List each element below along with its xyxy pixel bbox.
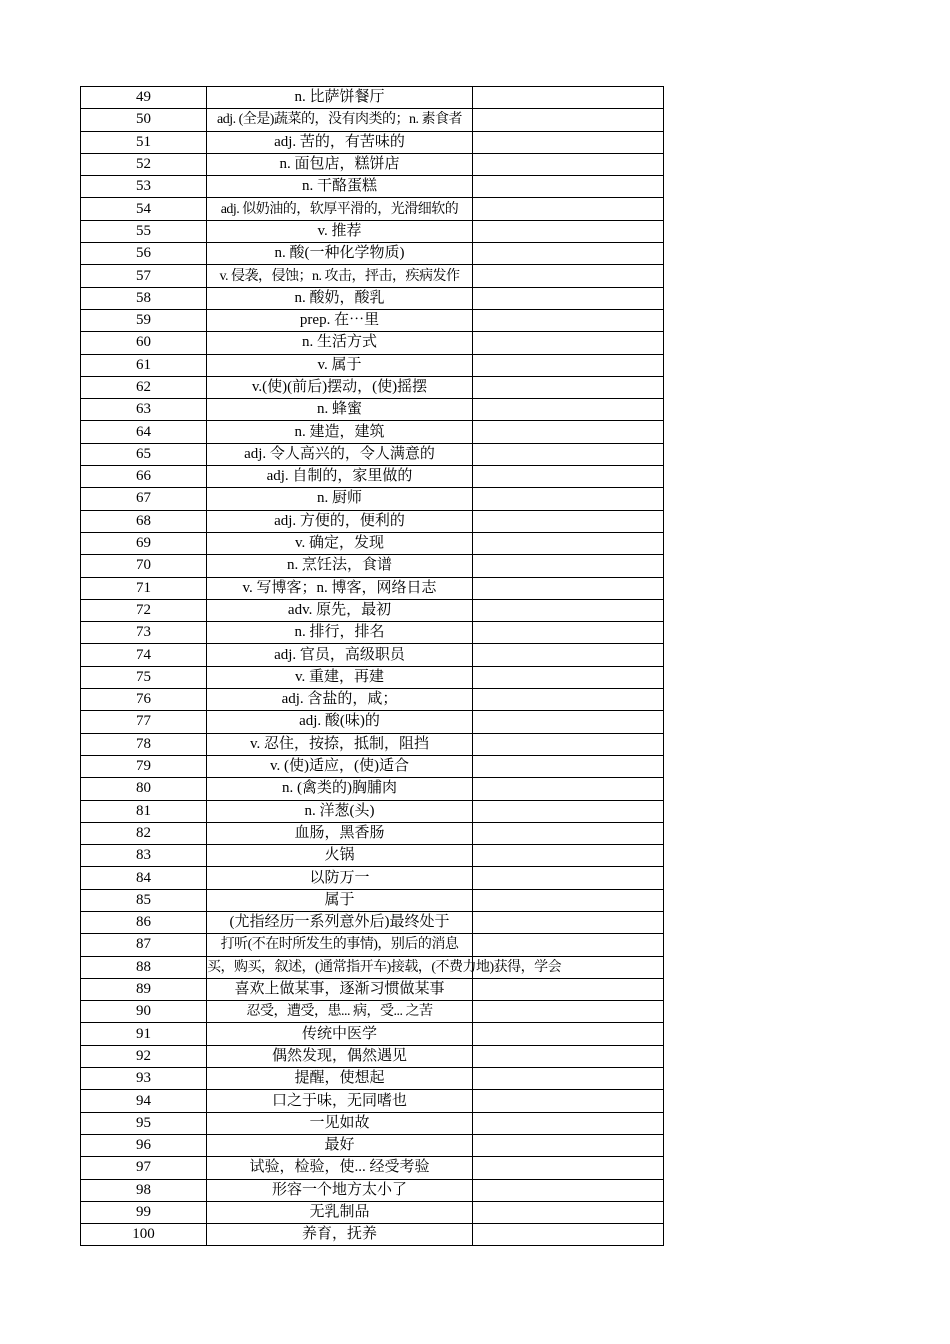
definition-cell[interactable]: 喜欢上做某事，逐渐习惯做某事 [207, 978, 473, 1000]
definition-cell[interactable]: adj. 苦的，有苦味的 [207, 131, 473, 153]
definition-cell[interactable]: 无乳制品 [207, 1201, 473, 1223]
table-row [81, 309, 664, 331]
table-row [81, 1157, 664, 1179]
answer-cell[interactable] [473, 800, 664, 822]
answer-cell[interactable] [473, 934, 664, 956]
answer-cell[interactable] [473, 666, 664, 688]
definition-cell[interactable]: adj. 自制的，家里做的 [207, 466, 473, 488]
definition-cell[interactable]: v. 推荐 [207, 220, 473, 242]
row-number-cell[interactable]: 68 [81, 510, 207, 532]
answer-cell[interactable] [473, 1179, 664, 1201]
row-number-cell[interactable]: 54 [81, 198, 207, 220]
row-number-cell[interactable]: 100 [81, 1224, 207, 1246]
answer-cell[interactable] [473, 711, 664, 733]
row-number-cell[interactable]: 65 [81, 443, 207, 465]
definition-cell[interactable]: 属于 [207, 889, 473, 911]
row-number-cell[interactable]: 63 [81, 399, 207, 421]
answer-cell[interactable] [473, 421, 664, 443]
row-number-cell[interactable]: 92 [81, 1045, 207, 1067]
definition-cell[interactable]: adv. 原先，最初 [207, 599, 473, 621]
definition-cell[interactable]: n. (禽类的)胸脯肉 [207, 778, 473, 800]
row-number-cell[interactable]: 69 [81, 532, 207, 554]
definition-cell[interactable]: v. 确定，发现 [207, 532, 473, 554]
answer-cell[interactable] [473, 778, 664, 800]
row-number-cell[interactable]: 94 [81, 1090, 207, 1112]
answer-cell[interactable] [473, 644, 664, 666]
row-number-cell[interactable]: 74 [81, 644, 207, 666]
table-row [81, 243, 664, 265]
answer-cell[interactable] [473, 265, 664, 287]
definition-cell[interactable]: v. 重建，再建 [207, 666, 473, 688]
definition-cell[interactable]: 传统中医学 [207, 1023, 473, 1045]
answer-cell[interactable] [473, 109, 664, 131]
row-number-cell[interactable]: 49 [81, 87, 207, 109]
table-row [81, 622, 664, 644]
definition-cell[interactable]: 提醒，使想起 [207, 1068, 473, 1090]
row-number-cell[interactable]: 96 [81, 1134, 207, 1156]
row-number-cell[interactable]: 79 [81, 755, 207, 777]
answer-cell[interactable] [473, 354, 664, 376]
row-number-cell[interactable]: 98 [81, 1179, 207, 1201]
table-row [81, 733, 664, 755]
answer-cell[interactable] [473, 622, 664, 644]
definition-cell[interactable]: adj. 酸(味)的 [207, 711, 473, 733]
row-number-cell[interactable]: 52 [81, 153, 207, 175]
answer-cell[interactable] [473, 755, 664, 777]
row-number-cell[interactable]: 55 [81, 220, 207, 242]
table-row [81, 265, 664, 287]
answer-cell[interactable] [473, 243, 664, 265]
definition-cell[interactable]: v. 忍住，按捺，抵制，阻挡 [207, 733, 473, 755]
answer-cell[interactable] [473, 510, 664, 532]
row-number-cell[interactable]: 72 [81, 599, 207, 621]
table-row [81, 845, 664, 867]
row-number-cell[interactable]: 91 [81, 1023, 207, 1045]
row-number-cell[interactable]: 99 [81, 1201, 207, 1223]
definition-cell[interactable]: n. 洋葱(头) [207, 800, 473, 822]
definition-cell[interactable]: adj. 令人高兴的，令人满意的 [207, 443, 473, 465]
definition-cell[interactable]: adj. 官员，高级职员 [207, 644, 473, 666]
row-number-cell[interactable]: 78 [81, 733, 207, 755]
definition-cell[interactable]: n. 面包店，糕饼店 [207, 153, 473, 175]
definition-cell[interactable]: 最好 [207, 1134, 473, 1156]
definition-cell[interactable]: 试验，检验，使... 经受考验 [207, 1157, 473, 1179]
answer-cell[interactable] [473, 1090, 664, 1112]
definition-cell[interactable]: n. 酸奶，酸乳 [207, 287, 473, 309]
table-row [81, 822, 664, 844]
row-number-cell[interactable]: 60 [81, 332, 207, 354]
row-number-cell[interactable]: 64 [81, 421, 207, 443]
answer-cell[interactable] [473, 1023, 664, 1045]
answer-cell[interactable] [473, 1001, 664, 1023]
row-number-cell[interactable]: 70 [81, 555, 207, 577]
row-number-cell[interactable]: 87 [81, 934, 207, 956]
definition-cell[interactable]: n. 排行，排名 [207, 622, 473, 644]
table-row [81, 956, 664, 978]
row-number-cell[interactable]: 61 [81, 354, 207, 376]
answer-cell[interactable] [473, 131, 664, 153]
row-number-cell[interactable]: 50 [81, 109, 207, 131]
row-number-cell[interactable]: 84 [81, 867, 207, 889]
row-number-cell[interactable]: 67 [81, 488, 207, 510]
row-number-cell[interactable]: 57 [81, 265, 207, 287]
row-number-cell[interactable]: 85 [81, 889, 207, 911]
answer-cell[interactable] [473, 176, 664, 198]
answer-cell[interactable] [473, 309, 664, 331]
definition-cell[interactable]: 一见如故 [207, 1112, 473, 1134]
definition-cell[interactable]: 形容一个地方太小了 [207, 1179, 473, 1201]
row-number-cell[interactable]: 51 [81, 131, 207, 153]
row-number-cell[interactable]: 77 [81, 711, 207, 733]
answer-cell[interactable] [473, 733, 664, 755]
definition-cell[interactable]: n. 建造，建筑 [207, 421, 473, 443]
definition-cell[interactable]: 打听(不在时所发生的事情)，别后的消息 [207, 934, 473, 956]
definition-cell[interactable]: adj. 含盐的，咸； [207, 689, 473, 711]
table-row [81, 1023, 664, 1045]
row-number-cell[interactable]: 86 [81, 911, 207, 933]
answer-cell[interactable] [473, 287, 664, 309]
definition-cell[interactable]: n. 干酪蛋糕 [207, 176, 473, 198]
row-number-cell[interactable]: 89 [81, 978, 207, 1000]
table-row [81, 644, 664, 666]
answer-cell[interactable] [473, 532, 664, 554]
answer-cell[interactable] [473, 1068, 664, 1090]
answer-cell[interactable] [473, 1112, 664, 1134]
row-number-cell[interactable]: 66 [81, 466, 207, 488]
definition-cell[interactable]: adj. 方便的，便利的 [207, 510, 473, 532]
answer-cell[interactable] [473, 1224, 664, 1246]
definition-cell[interactable]: 血肠，黑香肠 [207, 822, 473, 844]
definition-cell[interactable]: (尤指经历一系列意外后)最终处于 [207, 911, 473, 933]
answer-cell[interactable] [473, 555, 664, 577]
table-row [81, 488, 664, 510]
table-row [81, 1068, 664, 1090]
table-row [81, 1201, 664, 1223]
answer-cell[interactable] [473, 599, 664, 621]
answer-cell[interactable] [473, 399, 664, 421]
definition-cell[interactable]: v. 侵袭，侵蚀；n. 攻击，抨击，疾病发作 [207, 265, 473, 287]
table-row [81, 1112, 664, 1134]
table-row [81, 666, 664, 688]
answer-cell[interactable] [473, 889, 664, 911]
table-row [81, 555, 664, 577]
table-row [81, 153, 664, 175]
table-row [81, 934, 664, 956]
definition-cell[interactable]: n. 生活方式 [207, 332, 473, 354]
table-row [81, 510, 664, 532]
row-number-cell[interactable]: 56 [81, 243, 207, 265]
table-row [81, 109, 664, 131]
row-number-cell[interactable]: 76 [81, 689, 207, 711]
table-row [81, 1224, 664, 1246]
row-number-cell[interactable]: 58 [81, 287, 207, 309]
row-number-cell[interactable]: 81 [81, 800, 207, 822]
table-row [81, 376, 664, 398]
row-number-cell[interactable]: 80 [81, 778, 207, 800]
table-row [81, 867, 664, 889]
answer-cell[interactable] [473, 443, 664, 465]
definition-cell[interactable]: 买，购买，叙述，(通常指开车)接载，(不费力地)获得，学会 [207, 956, 473, 978]
row-number-cell[interactable]: 53 [81, 176, 207, 198]
definition-cell[interactable]: n. 酸(一种化学物质) [207, 243, 473, 265]
definition-cell[interactable]: 口之于味，无同嗜也 [207, 1090, 473, 1112]
table-row [81, 131, 664, 153]
answer-cell[interactable] [473, 822, 664, 844]
answer-cell[interactable] [473, 488, 664, 510]
answer-cell[interactable] [473, 867, 664, 889]
definition-cell[interactable]: 忍受，遭受，患... 病，受... 之苦 [207, 1001, 473, 1023]
definition-cell[interactable]: adj. 似奶油的，软厚平滑的，光滑细软的 [207, 198, 473, 220]
table-row [81, 599, 664, 621]
definition-cell[interactable]: v. (使)适应，(使)适合 [207, 755, 473, 777]
row-number-cell[interactable]: 93 [81, 1068, 207, 1090]
table-row [81, 532, 664, 554]
answer-cell[interactable] [473, 1201, 664, 1223]
table-row [81, 443, 664, 465]
definition-cell[interactable]: v. 写博客；n. 博客，网络日志 [207, 577, 473, 599]
table-row [81, 466, 664, 488]
answer-cell[interactable] [473, 153, 664, 175]
answer-cell[interactable] [473, 689, 664, 711]
answer-cell[interactable] [473, 376, 664, 398]
answer-cell[interactable] [473, 845, 664, 867]
table-row [81, 755, 664, 777]
table-row [81, 332, 664, 354]
table-row [81, 889, 664, 911]
table-row [81, 800, 664, 822]
answer-cell[interactable] [473, 911, 664, 933]
table-row [81, 1090, 664, 1112]
table-row [81, 911, 664, 933]
answer-cell[interactable] [473, 1045, 664, 1067]
table-row [81, 1001, 664, 1023]
table-row [81, 1134, 664, 1156]
table-row [81, 978, 664, 1000]
answer-cell[interactable] [473, 198, 664, 220]
definition-cell[interactable]: prep. 在⋯里 [207, 309, 473, 331]
answer-cell[interactable] [473, 466, 664, 488]
answer-cell[interactable] [473, 220, 664, 242]
answer-cell[interactable] [473, 332, 664, 354]
table-row [81, 354, 664, 376]
table-body [81, 87, 664, 1246]
row-number-cell[interactable]: 88 [81, 956, 207, 978]
answer-cell[interactable] [473, 978, 664, 1000]
row-number-cell[interactable]: 83 [81, 845, 207, 867]
table-row [81, 421, 664, 443]
row-number-cell[interactable]: 71 [81, 577, 207, 599]
table-row [81, 1179, 664, 1201]
table-row [81, 1045, 664, 1067]
table-row [81, 778, 664, 800]
row-number-cell[interactable]: 73 [81, 622, 207, 644]
definition-cell[interactable]: n. 厨师 [207, 488, 473, 510]
table-row [81, 198, 664, 220]
definition-cell[interactable]: n. 烹饪法，食谱 [207, 555, 473, 577]
row-number-cell[interactable]: 62 [81, 376, 207, 398]
row-number-cell[interactable]: 90 [81, 1001, 207, 1023]
row-number-cell[interactable]: 97 [81, 1157, 207, 1179]
definition-cell[interactable]: n. 比萨饼餐厅 [207, 87, 473, 109]
definition-cell[interactable]: 火锅 [207, 845, 473, 867]
definition-cell[interactable]: adj. (全是)蔬菜的，没有肉类的；n. 素食者 [207, 109, 473, 131]
table-row [81, 577, 664, 599]
definition-cell[interactable]: n. 蜂蜜 [207, 399, 473, 421]
definition-cell[interactable]: 以防万一 [207, 867, 473, 889]
answer-cell[interactable] [473, 1157, 664, 1179]
table-row [81, 399, 664, 421]
table-row [81, 287, 664, 309]
row-number-cell[interactable]: 95 [81, 1112, 207, 1134]
table-row [81, 176, 664, 198]
answer-cell[interactable] [473, 87, 664, 109]
row-number-cell[interactable]: 82 [81, 822, 207, 844]
definition-cell[interactable]: 偶然发现，偶然遇见 [207, 1045, 473, 1067]
definition-cell[interactable]: v. 属于 [207, 354, 473, 376]
table-row [81, 220, 664, 242]
row-number-cell[interactable]: 75 [81, 666, 207, 688]
definition-cell[interactable]: v.(使)(前后)摆动，(使)摇摆 [207, 376, 473, 398]
table-row [81, 689, 664, 711]
table-row [81, 711, 664, 733]
definition-cell[interactable]: 养育，抚养 [207, 1224, 473, 1246]
vocabulary-table [80, 86, 664, 1246]
answer-cell[interactable] [473, 1134, 664, 1156]
table-row [81, 87, 664, 109]
answer-cell[interactable] [473, 577, 664, 599]
row-number-cell[interactable]: 59 [81, 309, 207, 331]
